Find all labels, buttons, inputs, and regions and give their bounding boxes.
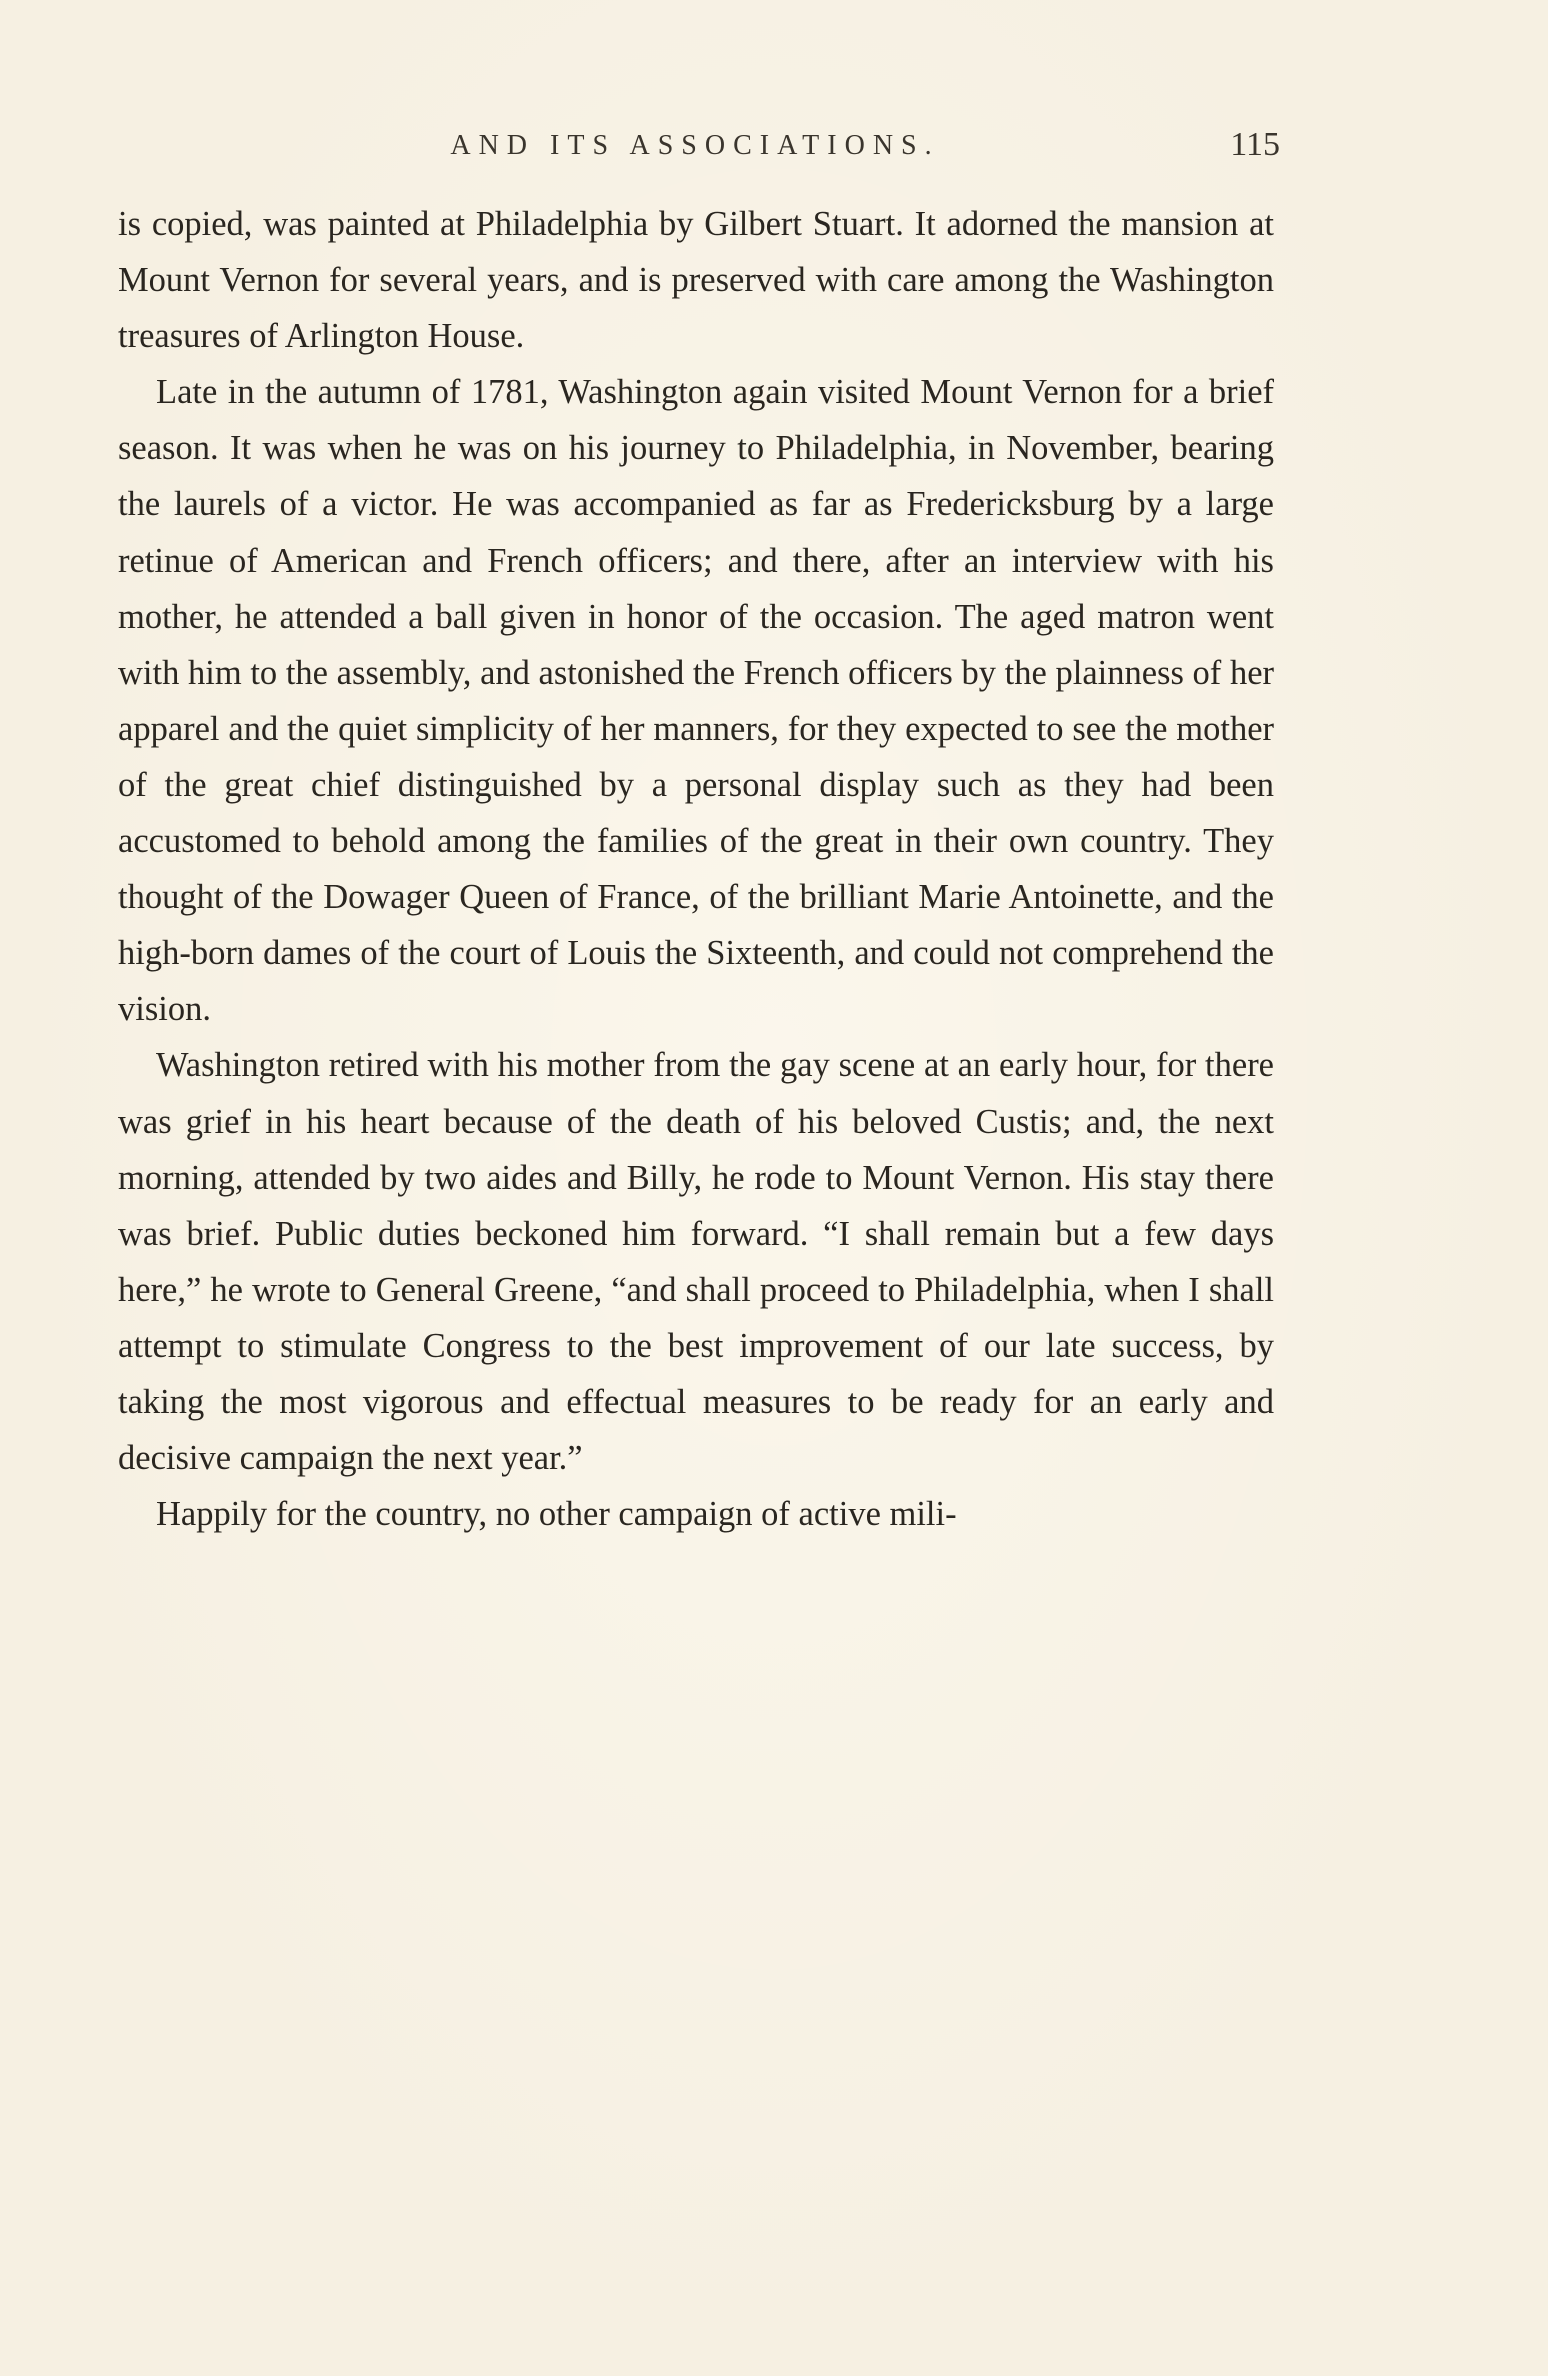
paragraph: Happily for the country, no other campaign of active mili-	[156, 1495, 957, 1534]
running-head	[120, 126, 1280, 170]
running-title: AND ITS ASSOCIATIONS.	[450, 130, 940, 161]
paragraph-continued: is copied, was painted at Philadelphia by Gilbert Stuart. It adorned the mansion at Mount Vernon for several years, and is preserved with care among the Washington treasures of Arlington House.	[118, 205, 1274, 356]
body-text	[118, 196, 1274, 1542]
page-number: 115	[1230, 126, 1280, 163]
paragraph: Washington retired with his mother from the gay scene at an early hour, for there was grief in his heart because of the death of his beloved Custis; and, the next morning, attended by two aides and Billy, he rode to Mount Vernon. His stay there was brief. Public duties beckoned him forward. “I shall remain but a few days here,” he wrote to General Greene, “and shall proceed to Philadelphia, when I shall attempt to stimulate Congress to the best improvement of our late success, by taking the most vigorous and effectual measures to be ready for an early and decisive campaign the next year.”	[118, 1046, 1274, 1478]
paragraph: Late in the autumn of 1781, Washington again visited Mount Vernon for a brief season. It was when he was on his journey to Philadelphia, in November, bearing the laurels of a victor. He was accompanied as far as Fredericksburg by a large retinue of American and French officers; and there, after an interview with his mother, he attended a ball given in honor of the occasion. The aged matron went with him to the assembly, and astonished the French officers by the plainness of her apparel and the quiet simplicity of her manners, for they expected to see the mother of the great chief distinguished by a personal display such as they had been accustomed to behold among the families of the great in their own country. They thought of the Dowager Queen of France, of the brilliant Marie Antoinette, and the high-born dames of the court of Louis the Sixteenth, and could not comprehend the vision.	[118, 373, 1274, 1029]
